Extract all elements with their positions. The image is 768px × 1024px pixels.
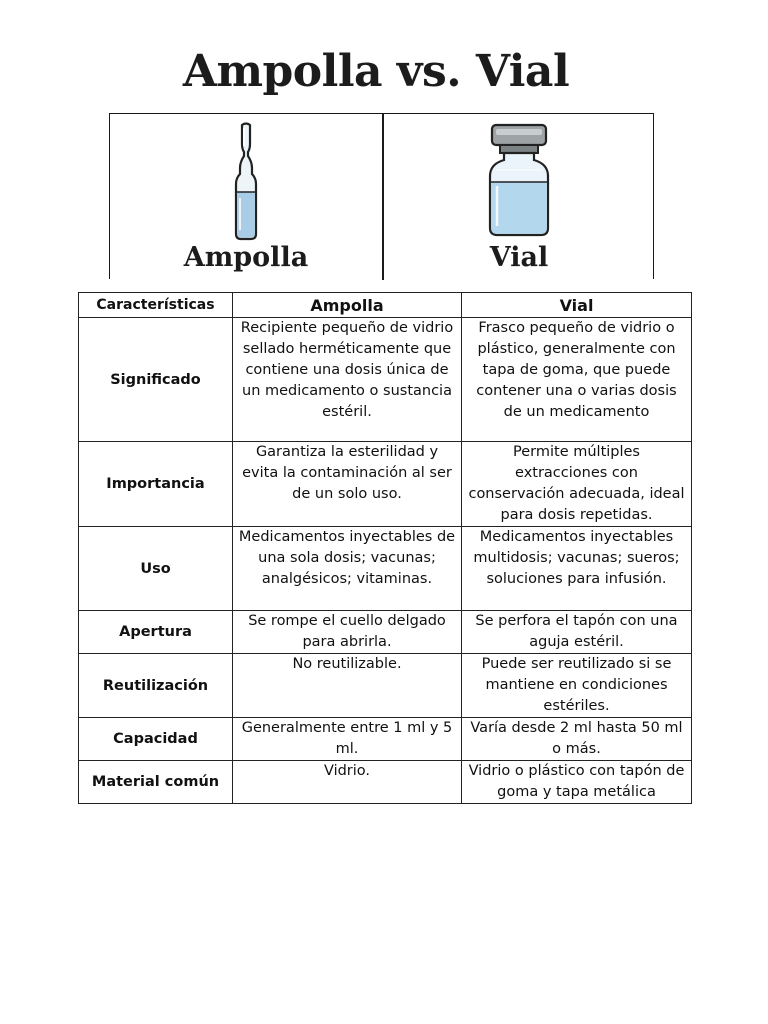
header-ampolla: Ampolla xyxy=(233,293,462,318)
table-row xyxy=(79,442,692,527)
vial-cell: Frasco pequeño de vidrio o plástico, generalmente con tapa de goma, que puede contener una o varias dosis de un medicamento xyxy=(462,318,692,442)
illustration-panel xyxy=(109,113,654,279)
ampolla-cell: Recipiente pequeño de vidrio sellado herméticamente que contiene una dosis única de un medicamento o sustancia estéril. xyxy=(233,318,462,442)
comparison-table xyxy=(78,292,692,804)
ampolla-cell: Generalmente entre 1 ml y 5 ml. xyxy=(233,718,462,761)
feature-cell: Significado xyxy=(79,318,233,442)
table-row xyxy=(79,611,692,654)
header-vial: Vial xyxy=(462,293,692,318)
table-row xyxy=(79,318,692,442)
vial-illustration xyxy=(383,114,655,280)
vial-label: Vial xyxy=(489,242,549,273)
table-row xyxy=(79,654,692,718)
ampolla-label: Ampolla xyxy=(183,242,309,273)
feature-cell: Reutilización xyxy=(79,654,233,718)
feature-cell: Apertura xyxy=(79,611,233,654)
header-caracteristicas: Características xyxy=(79,293,233,318)
vial-cell: Vidrio o plástico con tapón de goma y tapa metálica xyxy=(462,761,692,804)
ampolla-cell: Medicamentos inyectables de una sola dosis; vacunas; analgésicos; vitaminas. xyxy=(233,527,462,611)
vial-icon xyxy=(484,122,554,238)
vial-cell: Medicamentos inyectables multidosis; vacunas; sueros; soluciones para infusión. xyxy=(462,527,692,611)
table-row xyxy=(79,527,692,611)
table-row xyxy=(79,761,692,804)
ampolla-cell: Vidrio. xyxy=(233,761,462,804)
vial-cell: Se perfora el tapón con una aguja estéril. xyxy=(462,611,692,654)
feature-cell: Material común xyxy=(79,761,233,804)
table-row xyxy=(79,718,692,761)
feature-cell: Capacidad xyxy=(79,718,233,761)
ampolla-illustration xyxy=(110,114,382,280)
vial-cell: Permite múltiples extracciones con conservación adecuada, ideal para dosis repetidas. xyxy=(462,442,692,527)
ampoule-icon xyxy=(216,122,276,242)
feature-cell: Uso xyxy=(79,527,233,611)
ampolla-cell: No reutilizable. xyxy=(233,654,462,718)
vial-cell: Puede ser reutilizado si se mantiene en condiciones estériles. xyxy=(462,654,692,718)
ampolla-cell: Se rompe el cuello delgado para abrirla. xyxy=(233,611,462,654)
page-title: Ampolla vs. Vial xyxy=(182,46,570,97)
vial-cell: Varía desde 2 ml hasta 50 ml o más. xyxy=(462,718,692,761)
feature-cell: Importancia xyxy=(79,442,233,527)
table-header-row xyxy=(79,293,692,318)
ampolla-cell: Garantiza la esterilidad y evita la contaminación al ser de un solo uso. xyxy=(233,442,462,527)
